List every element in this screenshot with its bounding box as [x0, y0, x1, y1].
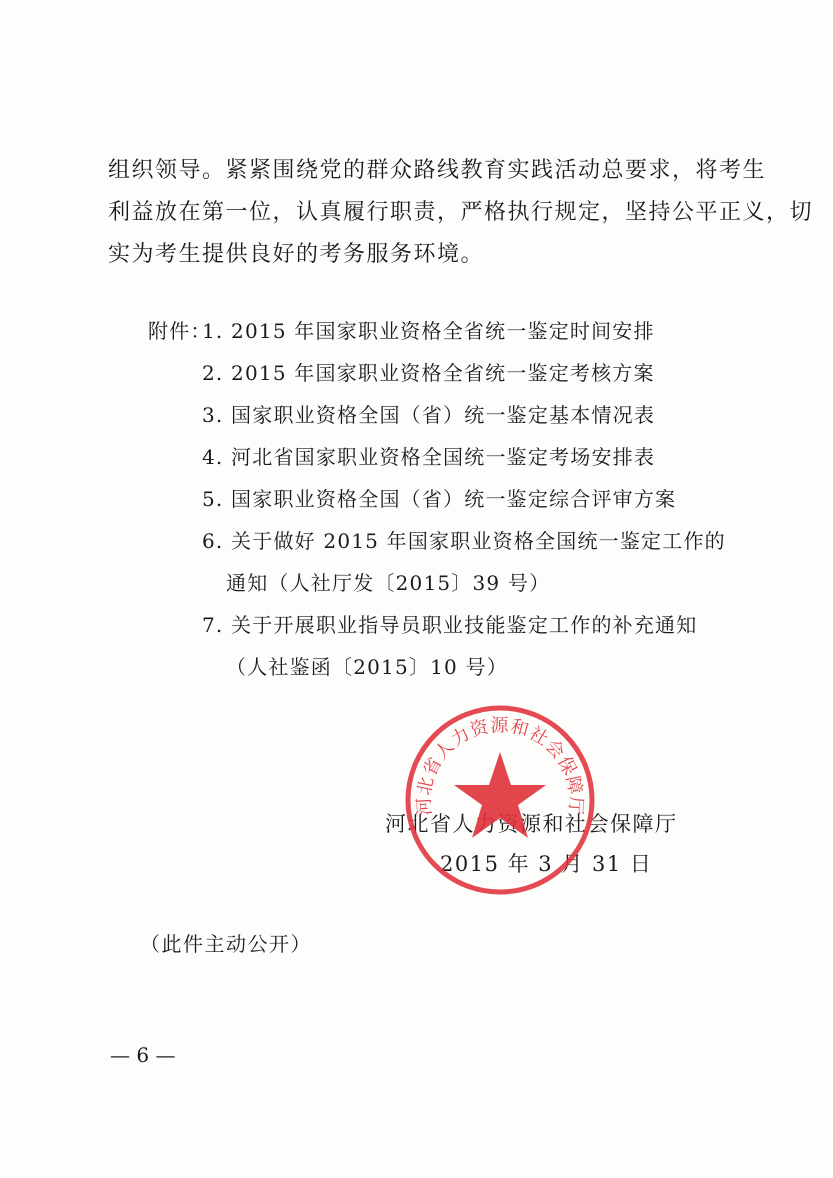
attachment-row — [148, 520, 748, 562]
attachment-item: 2. 2015 年国家职业资格全省统一鉴定考核方案 — [202, 361, 655, 385]
attachment-item: 7. 关于开展职业指导员职业技能鉴定工作的补充通知 — [202, 613, 698, 637]
seal-text-path: 河北省人力资源和社会保障厅 — [413, 715, 587, 817]
paragraph-line: 组织领导。紧紧围绕党的群众路线教育实践活动总要求，将考生 — [108, 158, 767, 183]
attachment-item: 4. 河北省国家职业资格全国统一鉴定考场安排表 — [202, 445, 656, 469]
attachment-row — [148, 436, 748, 478]
attachment-row — [148, 394, 748, 436]
paragraph-line: 利益放在第一位，认真履行职责，严格执行规定，坚持公平正义，切 — [108, 200, 814, 225]
official-seal — [400, 700, 600, 900]
attachment-row — [148, 646, 748, 688]
attachment-list — [148, 310, 748, 688]
issue-date: 2015 年 3 月 31 日 — [440, 852, 653, 876]
page-number: — 6 — — [110, 1043, 176, 1067]
attachment-row — [148, 604, 748, 646]
paragraph-line: 实为考生提供良好的考务服务环境。 — [108, 242, 485, 267]
attachment-row — [148, 310, 748, 352]
attachment-item: 6. 关于做好 2015 年国家职业资格全国统一鉴定工作的 — [202, 529, 726, 553]
attachment-item: 5. 国家职业资格全国（省）统一鉴定综合评审方案 — [202, 487, 677, 511]
attachment-item-continuation: （人社鉴函〔2015〕10 号） — [226, 655, 508, 679]
attachment-row — [148, 562, 748, 604]
attachment-item-continuation: 通知（人社厅发〔2015〕39 号） — [226, 571, 551, 595]
attachment-item: 1. 2015 年国家职业资格全省统一鉴定时间安排 — [202, 319, 655, 343]
disclosure-note: （此件主动公开） — [140, 932, 312, 956]
star-icon — [454, 752, 546, 838]
attachment-row — [148, 352, 748, 394]
attachment-row — [148, 478, 748, 520]
attachment-item: 3. 国家职业资格全国（省）统一鉴定基本情况表 — [202, 403, 656, 427]
attachment-lead: 附件： — [148, 319, 212, 343]
issuing-organization: 河北省人力资源和社会保障厅 — [385, 812, 678, 836]
body-paragraph — [108, 150, 814, 276]
